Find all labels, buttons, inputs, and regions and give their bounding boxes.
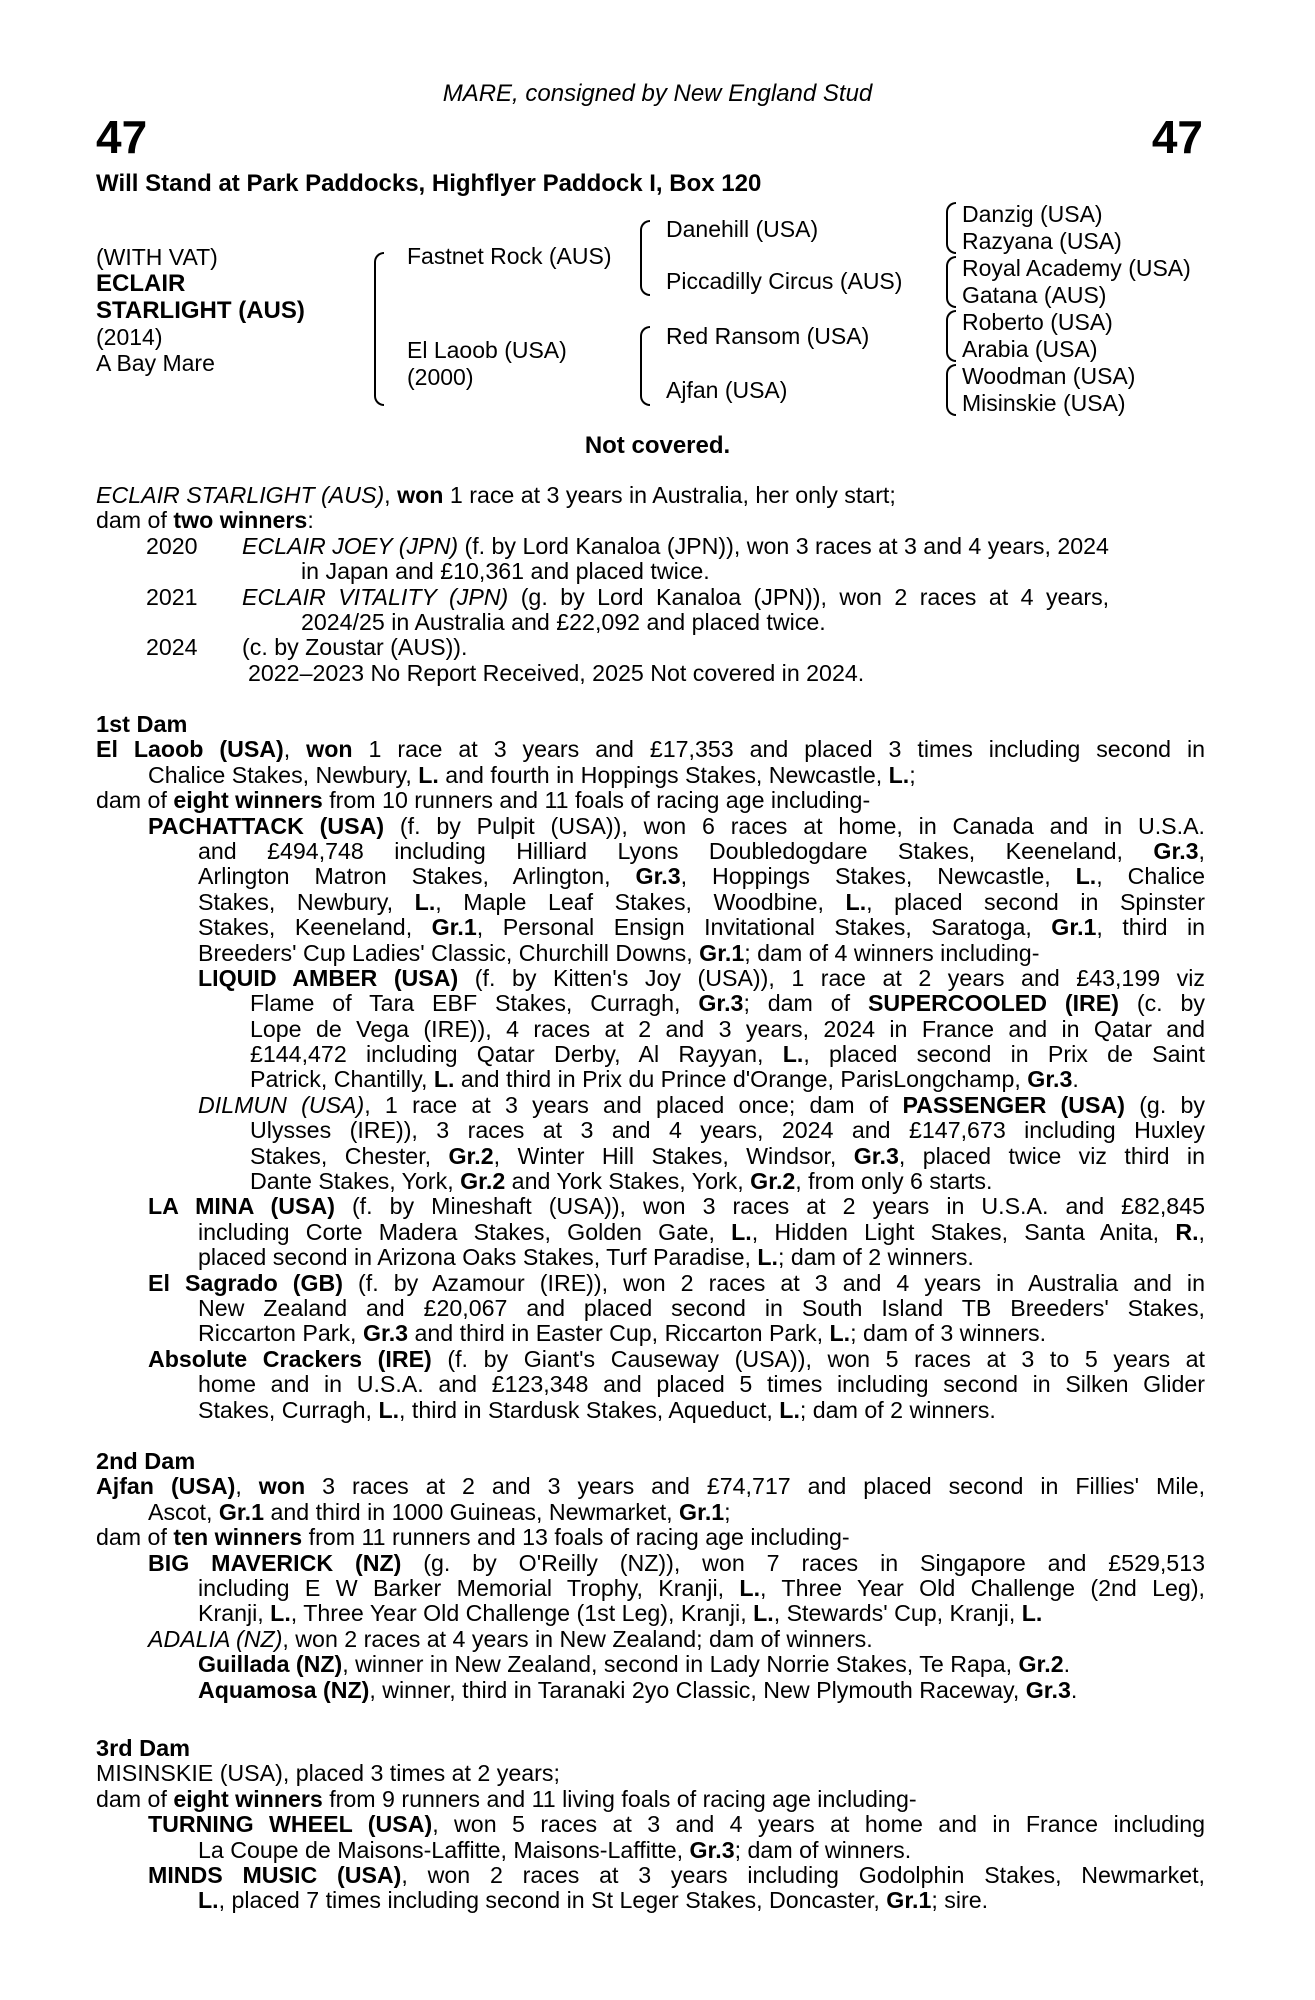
- produce-entry: 2024 (c. by Zoustar (AUS)).: [146, 634, 468, 661]
- brace-ss: [946, 202, 956, 254]
- text-line: Flame of Tara EBF Stakes, Curragh, Gr.3; dam of SUPERCOOLED (IRE) (c. by: [250, 990, 1205, 1017]
- brace-dam-line: [640, 326, 650, 406]
- brace-dd: [946, 364, 956, 416]
- second-dam-section: [96, 1449, 1205, 1703]
- text-line: including Corte Madera Stakes, Golden Gate, L., Hidden Light Stakes, Santa Anita, R.,: [198, 1218, 1205, 1245]
- section-heading: 3rd Dam: [96, 1735, 191, 1761]
- pedigree-ssd: Razyana (USA): [962, 228, 1122, 254]
- section-heading: 1st Dam: [96, 711, 188, 737]
- text-line: dam of eight winners from 10 runners and 11 foals of racing age including-: [96, 787, 871, 814]
- text-line: Ulysses (IRE)), 3 races at 3 and 4 years, 2024 and £147,673 including Huxley: [250, 1117, 1205, 1144]
- location-line: Will Stand at Park Paddocks, Highflyer Paddock I, Box 120: [96, 170, 762, 197]
- pedigree-dam-year: (2000): [407, 364, 474, 390]
- text-line: ADALIA (NZ), won 2 races at 4 years in New Zealand; dam of winners.: [148, 1625, 873, 1652]
- text-line: Ascot, Gr.1 and third in 1000 Guineas, Newmarket, Gr.1;: [148, 1498, 731, 1525]
- text-line: Chalice Stakes, Newbury, L. and fourth in Hoppings Stakes, Newcastle, L.;: [148, 761, 916, 788]
- text-line: Stakes, Curragh, L., third in Stardusk Stakes, Aqueduct, L.; dam of 2 winners.: [198, 1396, 996, 1423]
- horse-name-line2: STARLIGHT (AUS): [96, 297, 305, 324]
- text-line: Stakes, Chester, Gr.2, Winter Hill Stakes, Windsor, Gr.3, placed twice viz third in: [250, 1142, 1205, 1169]
- lot-number-left: 47: [96, 111, 148, 163]
- text-line: Kranji, L., Three Year Old Challenge (1st Leg), Kranji, L., Stewards' Cup, Kranji, L.: [198, 1600, 1043, 1627]
- pedigree-ds: Red Ransom (USA): [666, 323, 870, 349]
- text-line: MINDS MUSIC (USA), won 2 races at 3 years including Godolphin Stakes, Newmarket,: [148, 1861, 1206, 1888]
- horse-name-line1: ECLAIR: [96, 270, 186, 297]
- text-line: El Laoob (USA), won 1 race at 3 years and £17,353 and placed 3 times including second in: [96, 736, 1205, 763]
- text-line: dam of two winners:: [96, 507, 314, 534]
- text-line: Stakes, Keeneland, Gr.1, Personal Ensign Invitational Stakes, Saratoga, Gr.1, third in: [198, 914, 1205, 941]
- text-line: in Japan and £10,361 and placed twice.: [301, 558, 710, 585]
- lot-number-right: 47: [1151, 111, 1203, 163]
- text-line: Breeders' Cup Ladies' Classic, Churchill Downs, Gr.1; dam of 4 winners including-: [198, 939, 1040, 966]
- produce-entry: 2021 ECLAIR VITALITY (JPN) (g. by Lord Kanaloa (JPN)), won 2 races at 4 years,: [146, 583, 1110, 610]
- pedigree-dam: El Laoob (USA): [407, 337, 567, 363]
- first-dam-section: [96, 712, 1205, 1423]
- pedigree-dds: Woodman (USA): [962, 363, 1136, 389]
- produce-entry: 2020 ECLAIR JOEY (JPN) (f. by Lord Kanaloa (JPN)), won 3 races at 3 and 4 years, 2024: [146, 532, 1109, 559]
- text-line: Aquamosa (NZ), winner, third in Taranaki 2yo Classic, New Plymouth Raceway, Gr.3.: [198, 1676, 1078, 1703]
- text-line: Riccarton Park, Gr.3 and third in Easter Cup, Riccarton Park, L.; dam of 3 winners.: [198, 1320, 1047, 1347]
- text-line: Ajfan (USA), won 3 races at 2 and 3 years and £74,717 and placed second in Fillies' Mile,: [96, 1473, 1206, 1500]
- vat-note: (WITH VAT): [96, 244, 218, 270]
- text-line: Absolute Crackers (IRE) (f. by Giant's Causeway (USA)), won 5 races at 3 to 5 years at: [148, 1345, 1205, 1372]
- third-dam-section: [96, 1736, 1205, 1914]
- pedigree-sd: Piccadilly Circus (AUS): [666, 268, 903, 294]
- horse-description: A Bay Mare: [96, 350, 215, 376]
- text-line: Guillada (NZ), winner in New Zealand, second in Lady Norrie Stakes, Te Rapa, Gr.2.: [198, 1651, 1071, 1678]
- pedigree-sire: Fastnet Rock (AUS): [407, 243, 612, 269]
- text-line: Dante Stakes, York, Gr.2 and York Stakes, York, Gr.2, from only 6 starts.: [250, 1168, 993, 1195]
- section-heading: 2nd Dam: [96, 1448, 196, 1474]
- text-line: Lope de Vega (IRE)), 4 races at 2 and 3 years, 2024 in France and in Qatar and: [250, 1015, 1205, 1042]
- text-line: PACHATTACK (USA) (f. by Pulpit (USA)), won 6 races at home, in Canada and in U.S.A.: [148, 812, 1206, 839]
- text-line: including E W Barker Memorial Trophy, Kranji, L., Three Year Old Challenge (2nd Leg),: [198, 1574, 1205, 1601]
- text-line: DILMUN (USA), 1 race at 3 years and placed once; dam of PASSENGER (USA) (g. by: [198, 1091, 1205, 1118]
- text-line: ECLAIR STARLIGHT (AUS), won 1 race at 3 years in Australia, her only start;: [96, 482, 896, 508]
- brace-gen1: [374, 252, 384, 406]
- text-line: New Zealand and £20,067 and placed second in South Island TB Breeders' Stakes,: [198, 1294, 1205, 1321]
- brace-ds: [946, 310, 956, 362]
- pedigree-dss: Roberto (USA): [962, 309, 1113, 335]
- text-line: home and in U.S.A. and £123,348 and placed 5 times including second in Silken Glider: [198, 1371, 1205, 1398]
- text-line: El Sagrado (GB) (f. by Azamour (IRE)), won 2 races at 3 and 4 years in Australia and in: [148, 1269, 1205, 1296]
- text-line: TURNING WHEEL (USA), won 5 races at 3 and 4 years at home and in France including: [148, 1811, 1205, 1838]
- text-line: L., placed 7 times including second in St Leger Stakes, Doncaster, Gr.1; sire.: [198, 1887, 989, 1914]
- horse-year: (2014): [96, 324, 163, 350]
- text-line: Stakes, Newbury, L., Maple Leaf Stakes, Woodbine, L., placed second in Spinster: [198, 888, 1206, 915]
- pedigree-ddd: Misinskie (USA): [962, 390, 1126, 416]
- pedigree-sss: Danzig (USA): [962, 201, 1103, 227]
- text-line: Arlington Matron Stakes, Arlington, Gr.3, Hoppings Stakes, Newcastle, L., Chalice: [198, 863, 1205, 890]
- text-line: La Coupe de Maisons-Laffitte, Maisons-Laffitte, Gr.3; dam of winners.: [198, 1836, 912, 1863]
- cover-status: Not covered.: [584, 432, 731, 459]
- text-line: placed second in Arizona Oaks Stakes, Turf Paradise, L.; dam of 2 winners.: [198, 1244, 974, 1271]
- pedigree-sds: Royal Academy (USA): [962, 255, 1191, 281]
- text-line: £144,472 including Qatar Derby, Al Rayyan, L., placed second in Prix de Saint: [250, 1041, 1205, 1068]
- text-line: BIG MAVERICK (NZ) (g. by O'Reilly (NZ)), won 7 races in Singapore and £529,513: [148, 1549, 1205, 1576]
- pedigree-sdd: Gatana (AUS): [962, 282, 1107, 308]
- pedigree-dsd: Arabia (USA): [962, 336, 1098, 362]
- text-line: and £494,748 including Hilliard Lyons Doubledogdare Stakes, Keeneland, Gr.3,: [198, 837, 1205, 864]
- text-line: LA MINA (USA) (f. by Mineshaft (USA)), won 3 races at 2 years in U.S.A. and £82,845: [148, 1193, 1205, 1220]
- text-line: Patrick, Chantilly, L. and third in Prix du Prince d'Orange, ParisLongchamp, Gr.3.: [250, 1066, 1079, 1093]
- text-line: 2022–2023 No Report Received, 2025 Not covered in 2024.: [248, 659, 865, 686]
- brace-sd: [946, 256, 956, 308]
- pedigree-dd: Ajfan (USA): [666, 377, 788, 403]
- produce-record: [96, 483, 1205, 686]
- text-line: LIQUID AMBER (USA) (f. by Kitten's Joy (USA)), 1 race at 2 years and £43,199 viz: [198, 964, 1206, 991]
- consignment-line: MARE, consigned by New England Stud: [442, 80, 873, 107]
- text-line: dam of eight winners from 9 runners and 11 living foals of racing age including-: [96, 1785, 917, 1812]
- text-line: MISINSKIE (USA), placed 3 times at 2 years;: [96, 1760, 560, 1787]
- text-line: 2024/25 in Australia and £22,092 and placed twice.: [301, 608, 826, 635]
- pedigree-ss: Danehill (USA): [666, 216, 819, 242]
- text-line: dam of ten winners from 11 runners and 13 foals of racing age including-: [96, 1524, 850, 1551]
- brace-sire-line: [640, 220, 650, 296]
